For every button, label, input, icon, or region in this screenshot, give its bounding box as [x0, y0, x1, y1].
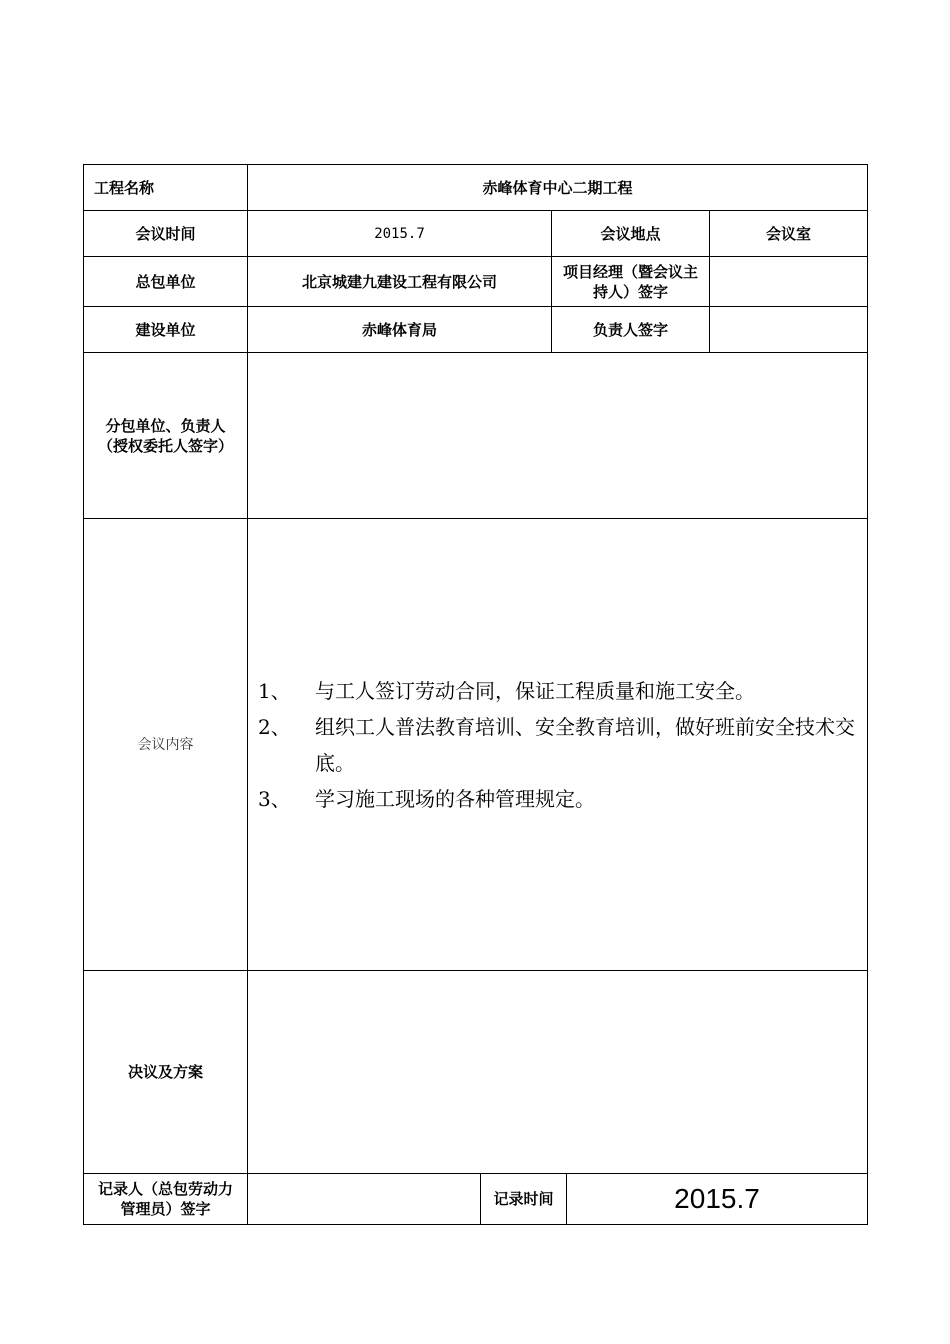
owner-sign-label: 负责人签字 — [551, 306, 710, 353]
project-manager-sign-field[interactable] — [709, 256, 868, 307]
record-time-label: 记录时间 — [480, 1173, 567, 1225]
meeting-place-value: 会议室 — [709, 210, 868, 257]
item-text: 组织工人普法教育培训、安全教育培训，做好班前安全技术交底。 — [315, 714, 855, 775]
resolution-field[interactable] — [247, 970, 868, 1174]
project-manager-sign-label: 项目经理（暨会议主持人）签字 — [551, 256, 710, 307]
meeting-time-label: 会议时间 — [83, 210, 248, 257]
general-contractor-value: 北京城建九建设工程有限公司 — [247, 256, 552, 307]
project-name-label: 工程名称 — [83, 164, 248, 211]
meeting-place-label: 会议地点 — [551, 210, 710, 257]
meeting-content-item — [258, 673, 867, 709]
meeting-content-item — [258, 709, 867, 781]
meeting-content — [247, 518, 868, 971]
meeting-content-list — [248, 673, 867, 817]
record-time-value: 2015.7 — [566, 1173, 868, 1225]
subcontractor-field[interactable] — [247, 352, 868, 519]
owner-unit-value: 赤峰体育局 — [247, 306, 552, 353]
item-number: 3、 — [258, 786, 291, 811]
project-name-value: 赤峰体育中心二期工程 — [247, 164, 868, 211]
item-number: 2、 — [258, 714, 291, 739]
owner-unit-label: 建设单位 — [83, 306, 248, 353]
general-contractor-label: 总包单位 — [83, 256, 248, 307]
item-number: 1、 — [258, 678, 291, 703]
recorder-sign-label: 记录人（总包劳动力管理员）签字 — [83, 1173, 248, 1225]
recorder-sign-field[interactable] — [247, 1173, 481, 1225]
meeting-content-label: 会议内容 — [83, 518, 248, 971]
item-text: 与工人签订劳动合同，保证工程质量和施工安全。 — [315, 678, 755, 703]
owner-sign-field[interactable] — [709, 306, 868, 353]
subcontractor-label: 分包单位、负责人（授权委托人签字） — [83, 352, 248, 519]
meeting-time-value: 2015.7 — [247, 210, 552, 257]
resolution-label: 决议及方案 — [83, 970, 248, 1174]
meeting-content-item — [258, 781, 867, 817]
item-text: 学习施工现场的各种管理规定。 — [315, 786, 595, 811]
